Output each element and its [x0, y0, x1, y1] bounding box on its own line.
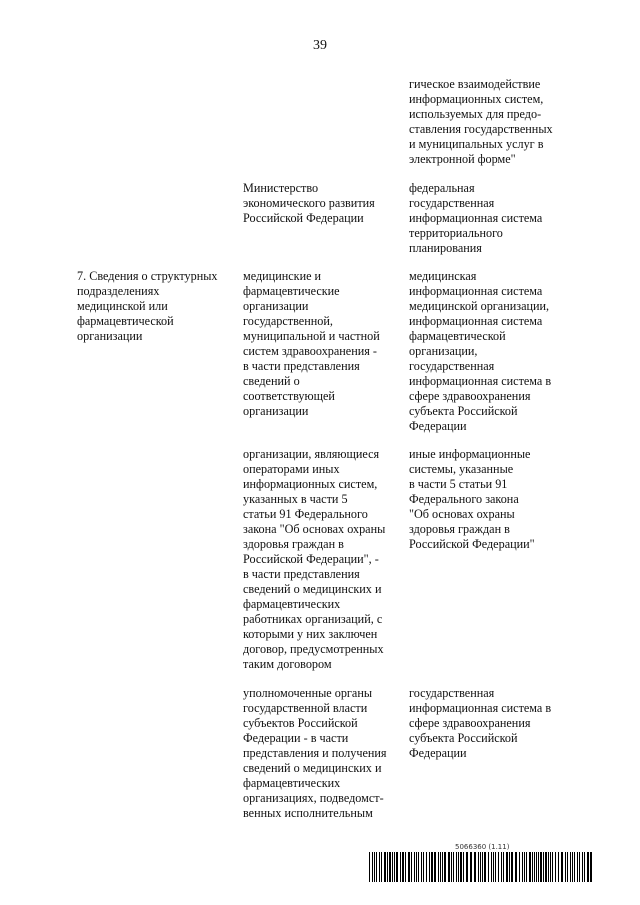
table-cell-system: иные информационные системы, указанные в части 5 статьи 91 Федерального закона "Об основах охраны здоровья граждан в Российской Федерации" [409, 447, 535, 551]
barcode-graphic [369, 852, 593, 882]
table-cell-provider: уполномоченные органы государственной власти субъектов Российской Федерации - в части представления и получения сведений о медицинских и фармацевтических организациях, подведомст- венных исполнительным [243, 686, 387, 820]
table-cell-information-item: 7. Сведения о структурных подразделениях медицинской или фармацевтической организации [77, 269, 218, 343]
table-cell-system: федеральная государственная информационная система территориального планирования [409, 181, 543, 255]
table-cell-provider: медицинские и фармацевтические организации государственной, муниципальной и частной систем здравоохранения - в части представления сведений о соответствующей организации [243, 269, 380, 418]
barcode-caption: 5066360 (1.11) [455, 843, 510, 851]
page-number: 39 [313, 38, 327, 53]
table-cell-provider: Министерство экономического развития Российской Федерации [243, 181, 375, 225]
table-cell-provider: организации, являющиеся операторами иных информационных систем, указанных в части 5 статьи 91 Федерального закона "Об основах охраны здоровья граждан в Российской Федерации", - в части представления сведений о медицинских и фармацевтических работниках организаций, с которыми у них заключен договор, предусмотренных таким договором [243, 447, 386, 671]
table-cell-system: медицинская информационная система медицинской организации, информационная система фармацевтической организации, государственная информационная система в сфере здравоохранения субъекта Российской Федерации [409, 269, 552, 433]
table-cell-system: государственная информационная система в сфере здравоохранения субъекта Российской Федерации [409, 686, 552, 760]
table-cell-system: гическое взаимодействие информационных систем, используемых для предо- ставления государственных и муниципальных услуг в электронной форме" [409, 77, 553, 166]
